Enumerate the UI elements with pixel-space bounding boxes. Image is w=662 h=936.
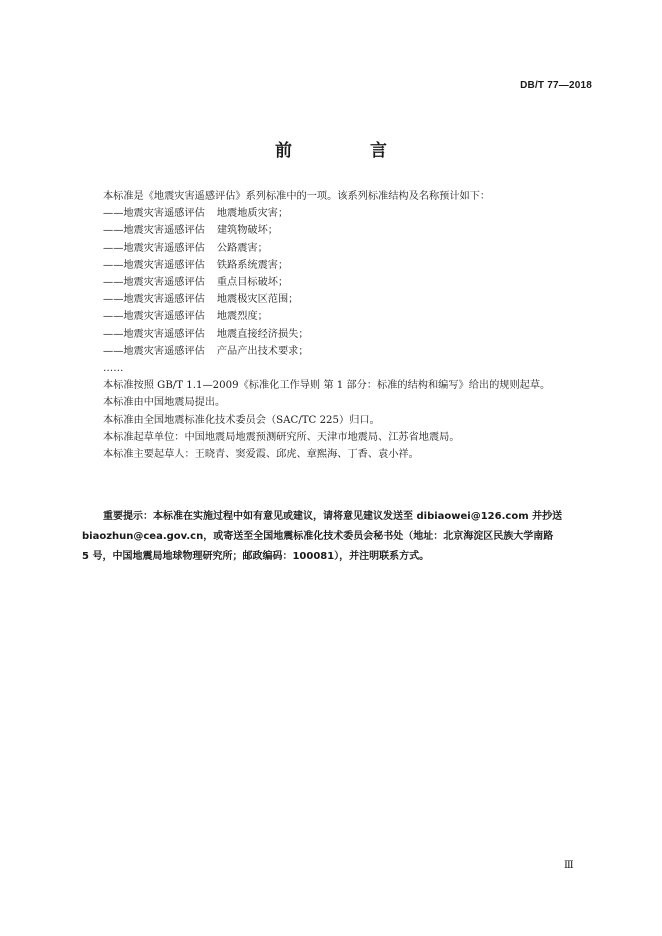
statement: 本标准由全国地震标准化技术委员会（SAC/TC 225）归口。	[103, 414, 380, 426]
series-item: ——地震灾害遥感评估 地震烈度；	[103, 311, 268, 323]
notice-line: biaozhun@cea.gov.cn，或寄送至全国地震标准化技术委员会秘书处（地址：北京海淀区民族大学南路	[82, 531, 554, 542]
series-item: ——地震灾害遥感评估 铁路系统震害；	[103, 259, 289, 271]
statement: 本标准按照 GB/T 1.1—2009《标准化工作导则 第 1 部分：标准的结构和编写》给出的规则起草。	[103, 380, 551, 392]
series-item: ——地震灾害遥感评估 建筑物破坏；	[103, 225, 278, 237]
standard-number: DB/T 77—2018	[520, 80, 592, 91]
ellipsis: ……	[103, 363, 124, 375]
statement: 本标准起草单位：中国地震局地震预测研究所、天津市地震局、江苏省地震局。	[103, 431, 460, 443]
statement: 本标准由中国地震局提出。	[103, 397, 226, 409]
notice-line: 重要提示：本标准在实施过程中如有意见或建议，请将意见建议发送至 dibiaowei@126.com 并抄送	[103, 511, 563, 522]
series-item: ——地震灾害遥感评估 地震地质灾害；	[103, 208, 289, 220]
intro-paragraph: 本标准是《地震灾害遥感评估》系列标准中的一项。该系列标准结构及名称预计如下：	[103, 191, 491, 202]
notice-line: 5 号，中国地震局地球物理研究所；邮政编码：100081），并注明联系方式。	[82, 551, 430, 562]
statement: 本标准主要起草人：王晓青、窦爱霞、邱虎、章熙海、丁香、袁小祥。	[103, 449, 419, 461]
important-notice	[82, 507, 592, 567]
page-title: 前 言	[275, 141, 423, 161]
page-number: Ⅲ	[564, 860, 574, 871]
series-item: ——地震灾害遥感评估 公路震害；	[103, 242, 268, 254]
series-item: ——地震灾害遥感评估 地震直接经济损失；	[103, 328, 309, 340]
foreword-body	[82, 188, 592, 463]
series-item: ——地震灾害遥感评估 重点目标破坏；	[103, 277, 289, 289]
series-item: ——地震灾害遥感评估 地震极灾区范围；	[103, 294, 299, 306]
series-item: ——地震灾害遥感评估 产品产出技术要求；	[103, 345, 309, 357]
